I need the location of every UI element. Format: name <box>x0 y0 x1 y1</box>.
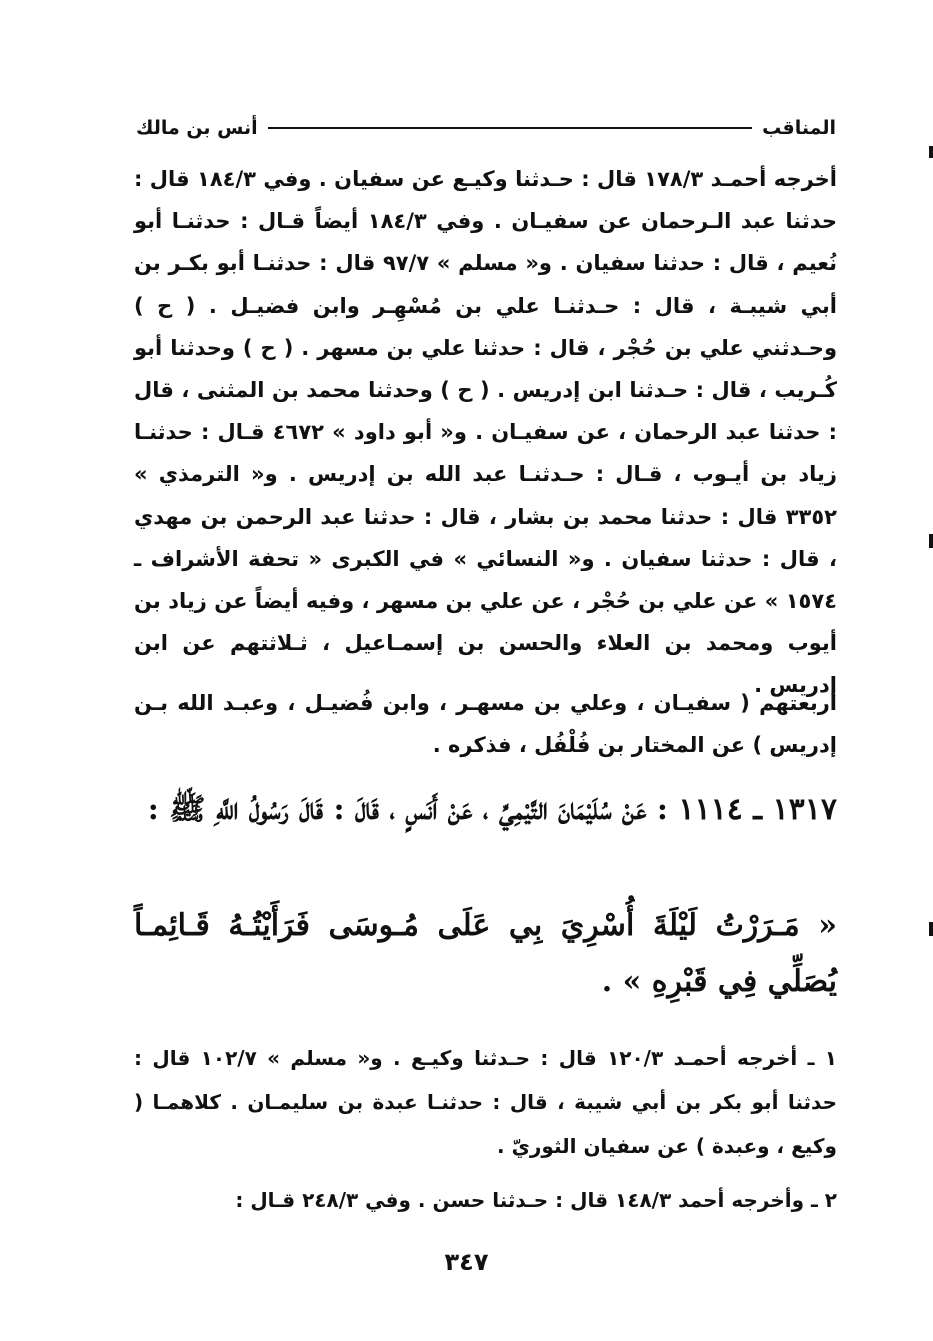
footnote-1-text: ١ ـ أخرجه أحمـد ١٢٠/٣ قال : حـدثنا وكيـع . و« مسلم » ١٠٢/٧ قال : حدثنا أبو بكر بن أبي شيبة ، قال : حدثنـا عبدة بن سليمـان . كلاهمـا ( وكيع ، وعبدة ) عن سفيان الثوريّ . <box>134 1046 837 1158</box>
takhrij-summary-text: أربعتهم ( سفيـان ، وعلي بن مسهـر ، وابن فُضيـل ، وعبـد الله بـن إدريس ) عن المختار بن فُلْفُل ، فذكره . <box>134 691 837 758</box>
footnote-2 <box>134 1178 837 1222</box>
hadith-matn <box>134 898 837 1010</box>
hadith-isnad-text: ١٣١٧ ـ ١١١٤ : عَنْ سُلَيْمَانَ التَّيْمِيِّ ، عَنْ أَنَسٍ ، قَالَ : قَالَ رَسُولُ اللَّهِ ﷺ : <box>147 792 837 827</box>
header-companion-name: أنس بن مالك <box>136 117 258 139</box>
scan-edge-mark <box>929 534 933 548</box>
takhrij-paragraph <box>134 158 837 707</box>
scan-edge-mark <box>929 922 933 936</box>
footnote-1 <box>134 1036 837 1168</box>
header-section-title: المناقب <box>762 117 836 139</box>
header-rule <box>268 127 752 129</box>
footnote-2-text: ٢ ـ وأخرجه أحمد ١٤٨/٣ قال : حـدثنا حسن . وفي ٢٤٨/٣ قـال : <box>235 1188 837 1212</box>
takhrij-text: أخرجه أحمـد ١٧٨/٣ قال : حـدثنا وكيـع عن سفيان . وفي ١٨٤/٣ قال : حدثنا عبد الـرحمان عن سفيـان . وفي ١٨٤/٣ أيضاً قـال : حدثنـا أبو نُعيم ، قال : حدثنا سفيان . و« مسلم » ٩٧/٧ قال : حدثنـا أبو بكـر بن أبي شيبـة ، قال : حـدثنـا علي بن مُسْهِـر وابن فضيـل . ( ح ) وحـدثني علي بن حُجْر ، قال : حدثنا علي بن مسهر . ( ح ) وحدثنا أبو كُـريب ، قال : حـدثنا ابن إدريس . ( ح ) وحدثنا محمد بن المثنى ، قال : حدثنا عبد الرحمان ، عن سفيـان . و« أبو داود » ٤٦٧٢ قـال : حدثنـا زياد بن أيـوب ، قـال : حـدثنـا عبد الله بن إدريس . و« الترمذي » ٣٣٥٢ قال : حدثنا محمد بن بشار ، قال : حدثنا عبد الرحمن بن مهدي ، قال : حدثنا سفيان . و« النسائي » في الكبرى « تحفة الأشراف ـ ١٥٧٤ » عن علي بن حُجْر ، عن علي بن مسهر ، وفيه أيضاً عن زياد بن أيوب ومحمد بن العلاء والحسن بن إسمـاعيل ، ثـلاثتهم عن ابن إدريس . <box>134 167 838 698</box>
hadith-matn-text: « مَـرَرْتُ لَيْلَةَ أُسْرِيَ بِي عَلَى مُـوسَى فَرَأَيْتُـهُ قَـائِمـاً يُصَلِّي فِي قَبْرِهِ » . <box>134 908 837 999</box>
takhrij-summary <box>134 682 837 766</box>
hadith-isnad <box>134 782 837 838</box>
running-header <box>136 112 836 144</box>
scan-edge-mark <box>929 146 933 158</box>
page-number: ٣٤٧ <box>444 1248 489 1276</box>
